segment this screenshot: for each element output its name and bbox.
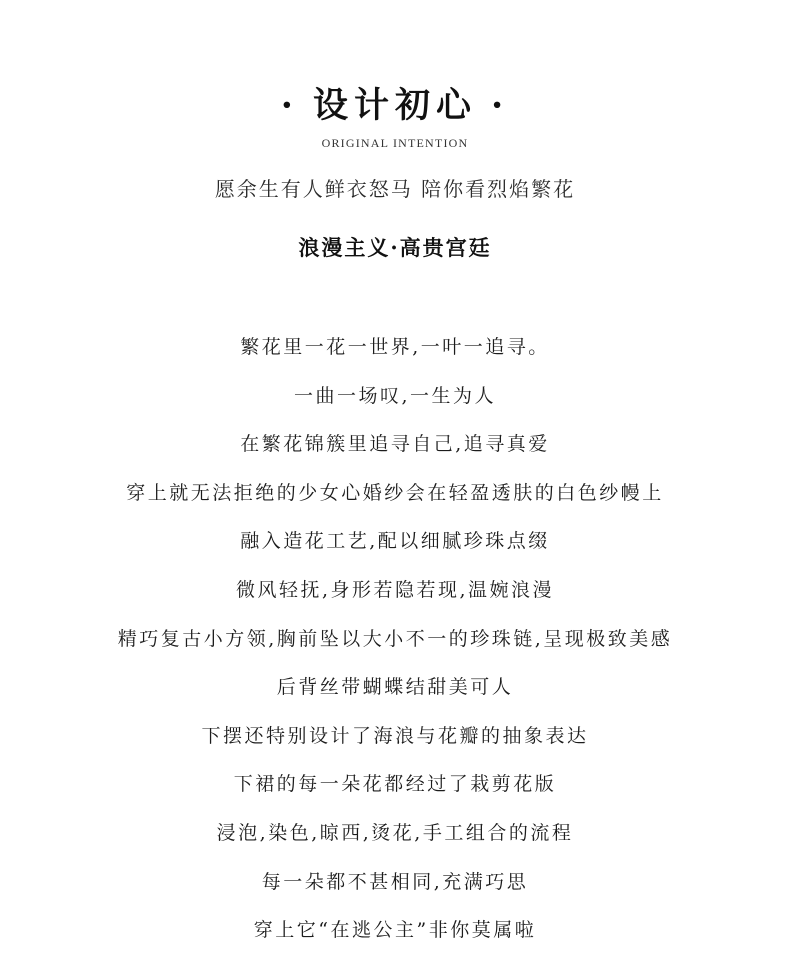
verse-line: 每一朵都不甚相同,充满巧思 (261, 870, 529, 893)
verse-line: 在繁花锦簇里追寻自己,追寻真爱 (240, 433, 550, 456)
verse-list (0, 331, 790, 963)
verse-line: 一曲一场叹,一生为人 (293, 384, 497, 407)
heading-dot-right: · (491, 85, 510, 126)
verse-line: 下摆还特别设计了海浪与花瓣的抽象表达 (201, 724, 589, 747)
verse-line: 后背丝带蝴蝶结甜美可人 (276, 676, 514, 699)
verse-line: 精巧复古小方领,胸前坠以大小不一的珍珠链,呈现极致美感 (117, 627, 673, 650)
heading-title: 设计初心 (312, 85, 477, 126)
heading-subtitle: ORIGINAL INTENTION (321, 136, 469, 150)
heading-dot-left: · (280, 85, 299, 126)
verse-line: 浸泡,染色,晾西,烫花,手工组合的流程 (216, 821, 574, 844)
verse-line: 下裙的每一朵花都经过了栽剪花版 (233, 773, 557, 796)
verse-line: 微风轻抚,身形若隐若现,温婉浪漫 (235, 578, 555, 601)
verse-line: 繁花里一花一世界,一叶一追寻。 (240, 336, 550, 358)
tagline: 愿余生有人鲜衣怒马 陪你看烈焰繁花 (214, 177, 576, 201)
verse-line: 融入造花工艺,配以细腻珍珠点缀 (240, 530, 550, 553)
section-heading (0, 82, 790, 130)
theme-line: 浪漫主义·高贵宫廷 (298, 235, 492, 260)
verse-line: 穿上就无法拒绝的少女心婚纱会在轻盈透肤的白色纱幔上 (126, 481, 664, 504)
verse-line: 穿上它“在逃公主”非你莫属啦 (253, 919, 537, 942)
